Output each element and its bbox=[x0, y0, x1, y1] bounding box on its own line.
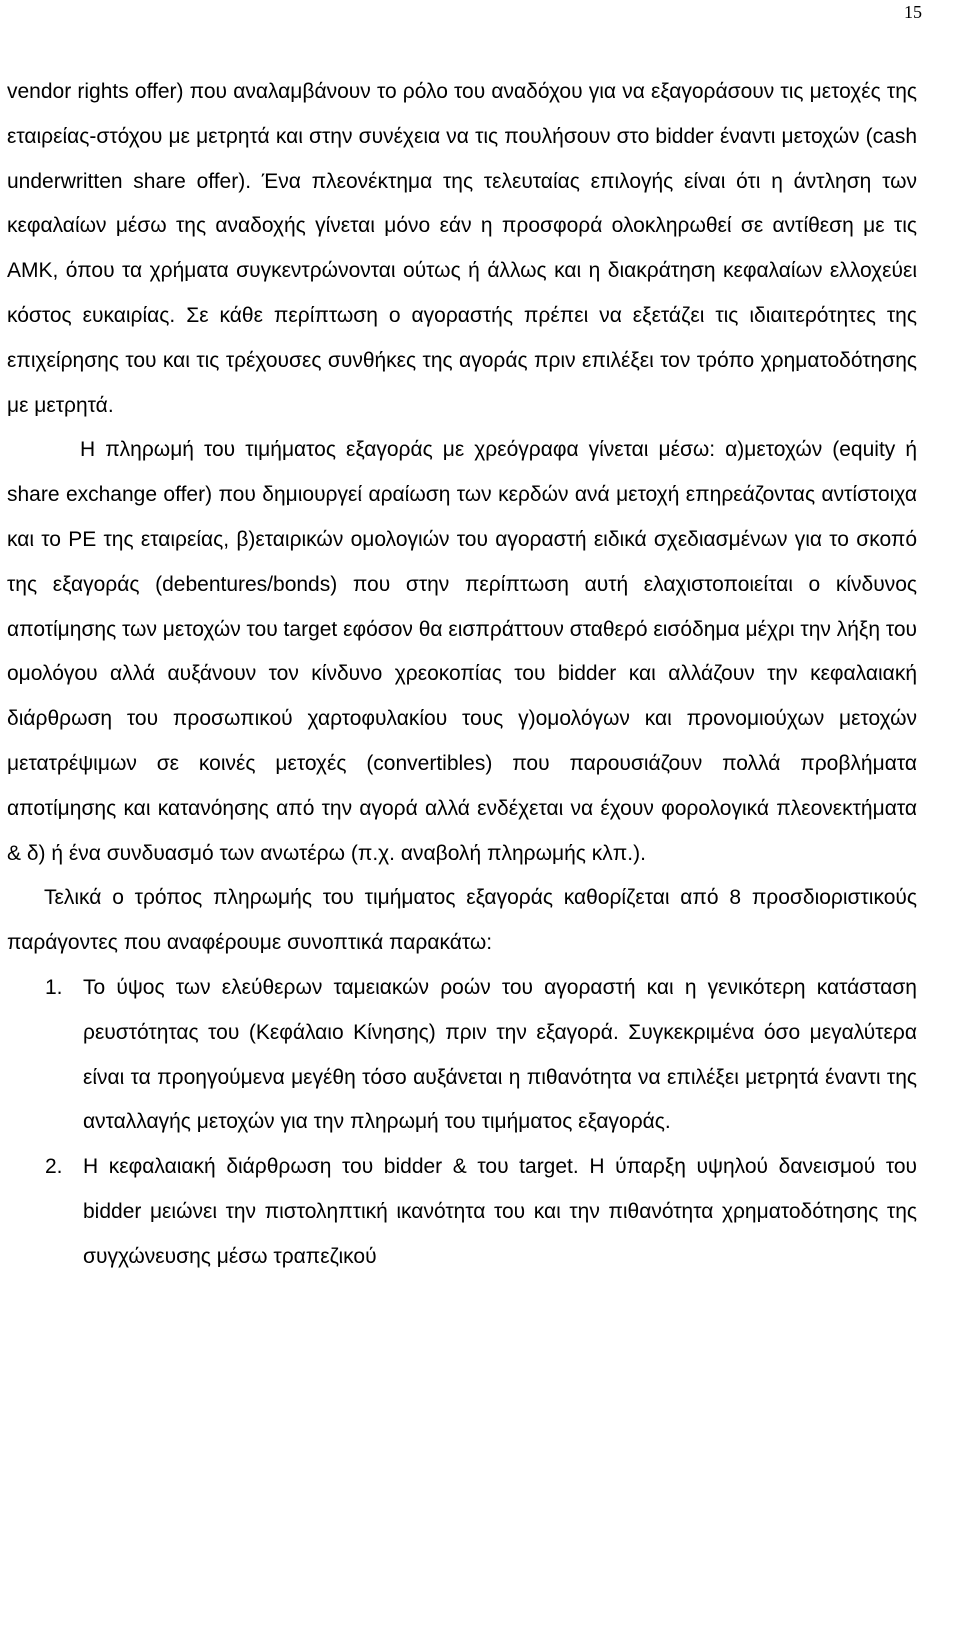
list-item-text: Η κεφαλαιακή διάρθρωση του bidder & του target. Η ύπαρξη υψηλού δανεισμού του bidder μειώνει την πιστοληπτική ικανότητα του και την πιθανότητα χρηματοδότησης της συγχώνευσης μέσω τραπεζικού bbox=[83, 1155, 917, 1268]
list-item bbox=[7, 1145, 917, 1279]
paragraph-3: Τελικά ο τρόπος πληρωμής του τιμήματος εξαγοράς καθορίζεται από 8 προσδιοριστικούς παράγοντες που αναφέρουμε συνοπτικά παρακάτω: bbox=[7, 886, 917, 955]
list-item bbox=[7, 966, 917, 1145]
paragraph-1: vendor rights offer) που αναλαμβάνουν το ρόλο του αναδόχου για να εξαγοράσουν τις μετοχές της εταιρείας-στόχου με μετρητά και στην συνέχεια να τις πουλήσουν στο bidder έναντι μετοχών (cash underwritten share offer). Ένα πλεονέκτημα της τελευταίας επιλογής είναι ότι η άντληση των κεφαλαίων μέσω της αναδοχής γίνεται μόνο εάν η προσφορά ολοκληρωθεί σε αντίθεση με τις ΑΜΚ, όπου τα χρήματα συγκεντρώνονται ούτως ή άλλως και η διακράτηση κεφαλαίων ελλοχεύει κόστος ευκαιρίας. Σε κάθε περίπτωση ο αγοραστής πρέπει να εξετάζει τις ιδιαιτερότητες της επιχείρησης του και τις τρέχουσες συνθήκες της αγοράς πριν επιλέξει τον τρόπο χρηματοδότησης με μετρητά. bbox=[7, 80, 917, 417]
page-number: 15 bbox=[904, 2, 922, 22]
list-item-text: Το ύψος των ελεύθερων ταμειακών ροών του αγοραστή και η γενικότερη κατάσταση ρευστότητας του (Κεφάλαιο Κίνησης) πριν την εξαγορά. Συγκεκριμένα όσο μεγαλύτερα είναι τα προηγούμενα μεγέθη τόσο αυξάνεται η πιθανότητα να επιλέξει μετρητά έναντι της ανταλλαγής μετοχών για την πληρωμή του τιμήματος εξαγοράς. bbox=[83, 975, 917, 1134]
list-item-number: 2. bbox=[45, 1155, 63, 1179]
list-item-number: 1. bbox=[45, 975, 63, 999]
numbered-list bbox=[7, 966, 917, 1280]
document-body bbox=[7, 70, 917, 1280]
paragraph-2: Η πληρωμή του τιμήματος εξαγοράς με χρεόγραφα γίνεται μέσω: α)μετοχών (equity ή share exchange offer) που δημιουργεί αραίωση των κερδών ανά μετοχή επηρεάζοντας αντίστοιχα και το PE της εταιρείας, β)εταιρικών ομολογιών του αγοραστή ειδικά σχεδιασμένων για το σκοπό της εξαγοράς (debentures/bonds) που στην περίπτωση αυτή ελαχιστοποιείται ο κίνδυνος αποτίμησης των μετοχών του target εφόσον θα εισπράττουν σταθερό εισόδημα μέχρι την λήξη του ομολόγου αλλά αυξάνουν τον κίνδυνο χρεοκοπίας του bidder και αλλάζουν την κεφαλαιακή διάρθρωση του προσωπικού χαρτοφυλακίου τους γ)ομολόγων και προνομιούχων μετοχών μετατρέψιμων σε κοινές μετοχές (convertibles) που παρουσιάζουν πολλά προβλήματα αποτίμησης και κατανόησης από την αγορά αλλά ενδέχεται να έχουν φορολογικά πλεονεκτήματα & δ) ή ένα συνδυασμό των ανωτέρω (π.χ. αναβολή πληρωμής κλπ.). bbox=[7, 438, 917, 865]
